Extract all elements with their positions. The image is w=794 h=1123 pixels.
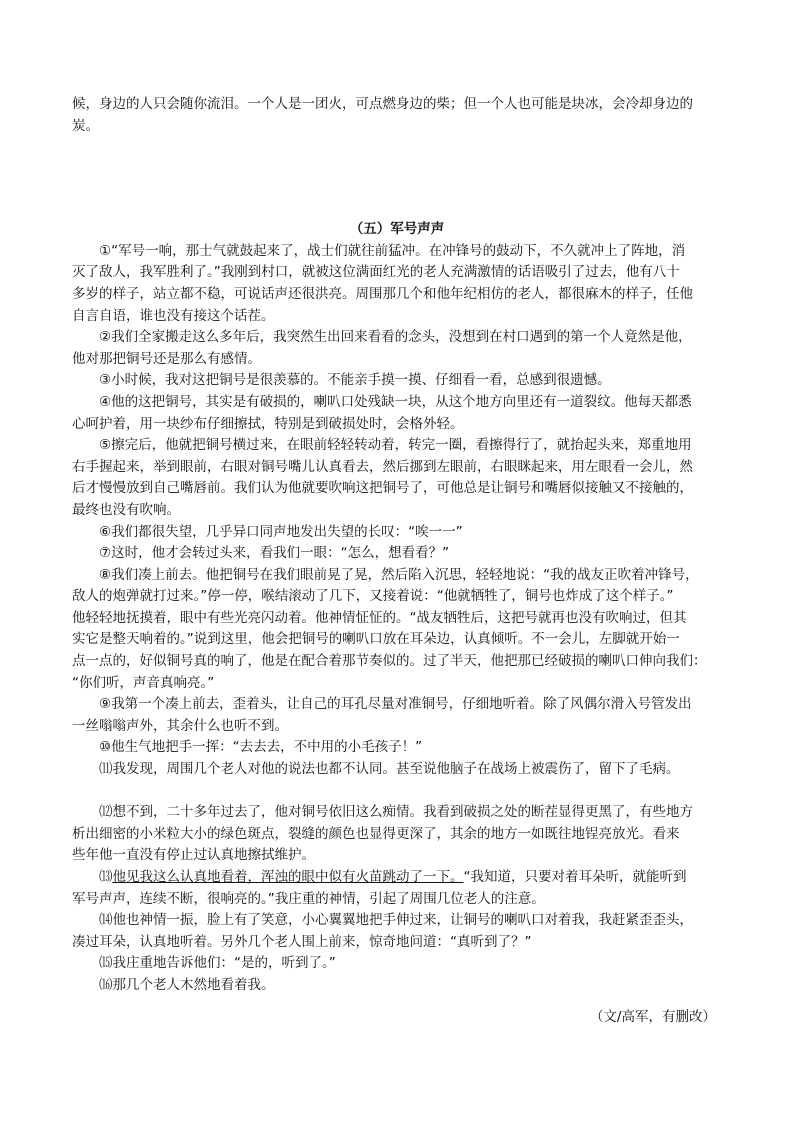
paragraph-line: ⒁他也神情一振，脸上有了笑意，小心翼翼地把手伸过来，让铜号的喇叭口对着我，我赶紧歪歪头， [72,912,693,929]
article-body-continued [72,802,722,996]
paragraph-line: ⑿想不到，二十多年过去了，他对铜号依旧这么痴情。我看到破损之处的断茬显得更黑了，有些地方 [72,804,693,821]
paragraph [72,759,722,781]
paragraph [72,392,722,435]
underlined-sentence: 他见我这么认真地看着，浑浊的眼中似有火苗跳动了一下。 [112,869,464,885]
paragraph-line: 些年他一直没有停止过认真地擦拭维护。 [72,847,315,864]
paragraph-gap [72,781,722,803]
paragraph [72,370,722,392]
paragraph-line: 析出细密的小米粒大小的绿色斑点，裂缝的颜色也显得更深了，其余的地方一如既往地锃亮放光。看来 [72,825,680,842]
paragraph [72,975,722,997]
paragraph [72,522,722,544]
paragraph-line: ①“军号一响，那士气就鼓起来了，战士们就往前猛冲。在冲锋号的鼓动下，不久就冲上了阵地，消 [72,242,686,259]
paragraph [72,435,722,521]
intro-line: 候，身边的人只会随你流泪。一个人是一团火，可点燃身边的柴；但一个人也可能是块冰，会冷却身边的 [72,96,693,112]
paragraph [72,910,722,953]
paragraph-line: 军号声声，连续不断，很响亮的。”我庄重的神情，引起了周围几位老人的注意。 [72,890,545,907]
paragraph-line: 点一点的，好似铜号真的响了，他是在配合着那节奏似的。过了半天，他把那已经破损的喇叭口伸向我们： [72,653,707,670]
paragraph [72,543,722,565]
paragraph-line: ③小时候，我对这把铜号是很羡慕的。不能亲手摸一摸、仔细看一看，总感到很遗憾。 [72,372,611,389]
paragraph [72,953,722,975]
paragraph-line: “你们听，声音真响亮。” [72,674,215,691]
paragraph-line: 最终也没有吹响。 [72,501,180,518]
paragraph [72,867,722,910]
paragraph-line: 凑过耳朵，认真地听着。另外几个老人围上前来，惊奇地问道：“真听到了？” [72,933,532,950]
paragraph [72,565,722,695]
section-title: （五）军号声声 [349,221,445,238]
paragraph-line: 实它是整天响着的。”说到这里，他会把铜号的喇叭口放在耳朵边，认真倾听。不一会儿，左脚就开始一 [72,631,680,648]
paragraph-line: 一丝嗡嗡声外，其余什么也听不到。 [72,717,288,734]
paragraph [72,737,722,759]
paragraph-line: 灭了敌人，我军胜利了。”我刚到村口，就被这位满面红光的老人充满激情的话语吸引了过去，他有八十 [72,264,680,281]
paragraph-line: 多岁的样子，站立都不稳，可说话声还很洪亮。周围那几个和他年纪相仿的老人，都很麻木的样子，任他 [72,285,693,302]
paragraph-line: ⑩他生气地把手一挥：“去去去，不中用的小毛孩子！” [72,739,423,756]
paragraph-line: ⒂我庄重地告诉他们：“是的，听到了。” [72,955,336,972]
paragraph [72,694,722,737]
paragraph-line: 后才慢慢放到自己嘴唇前。我们认为他就要吹响这把铜号了，可他总是让铜号和嘴唇似接触又不接触的， [72,480,693,497]
paragraph-line: ②我们全家搬走这么多年后，我突然生出回来看看的念头，没想到在村口遇到的第一个人竟然是他， [72,329,692,346]
paragraph-line: 他轻轻地抚摸着，眼中有些光亮闪动着。他神情怔怔的。“战友牺牲后，这把号就再也没有吹响过，但其 [72,609,687,626]
paragraph-line: 右手握起来，举到眼前，右眼对铜号嘴儿认真看去，然后挪到左眼前，右眼眯起来，用左眼看一会儿，然 [72,458,693,475]
paragraph-line: ⑧我们凑上前去。他把铜号在我们眼前晃了晃，然后陷入沉思，轻轻地说：“我的战友正吹着冲锋号， [72,566,699,583]
paragraph-line: 心呵护着，用一块纱布仔细擦拭，特别是到破损处时，会格外轻。 [72,415,464,432]
paragraph [72,241,722,327]
paragraph [72,327,722,370]
paragraph-line: ⑨我第一个凑上前去，歪着头，让自己的耳孔尽量对准铜号，仔细地听着。除了风偶尔滑入号管发出 [72,696,692,713]
paragraph-line: ⑾我发现，周围几个老人对他的说法也都不认同。甚至说他脑子在战场上被震伤了，留下了毛病。 [72,761,680,778]
paragraph-line: 自言自语，谁也没有接这个话茬。 [72,307,275,324]
intro-text [72,94,722,137]
paragraph [72,802,722,867]
paragraph-line: ⑤擦完后，他就把铜号横过来，在眼前轻轻转动着，转完一圈，看擦得行了，就抬起头来，郑重地用 [72,437,692,454]
document-page [72,94,722,1028]
paragraph-line: ⒃那几个老人木然地看着我。 [72,976,275,993]
paragraph-line: ⑦这时，他才会转过头来，看我们一眼：“怎么，想看看？” [72,545,450,562]
paragraph-line: 他对那把铜号还是那么有感情。 [72,350,261,367]
author-credit: （文/高军，有删改） [589,1008,716,1025]
intro-line: 炭。 [72,117,99,134]
paragraph-line: ⑥我们都很失望，几乎异口同声地发出失望的长叹：“唉一一” [72,523,463,540]
paragraph-line: ④他的这把铜号，其实是有破损的，喇叭口处残缺一块，从这个地方向里还有一道裂纹。他每天都悉 [72,393,692,410]
article-body [72,241,722,781]
paragraph-line: 敌人的炮弹就打过来。”停一停，喉结滚动了几下，又接着说：“他就牺牲了，铜号也炸成了这个样子。” [72,588,674,605]
paragraph-line: ⒀他见我这么认真地看着，浑浊的眼中似有火苗跳动了一下。“我知道，只要对着耳朵听，就能听到 [72,869,687,885]
